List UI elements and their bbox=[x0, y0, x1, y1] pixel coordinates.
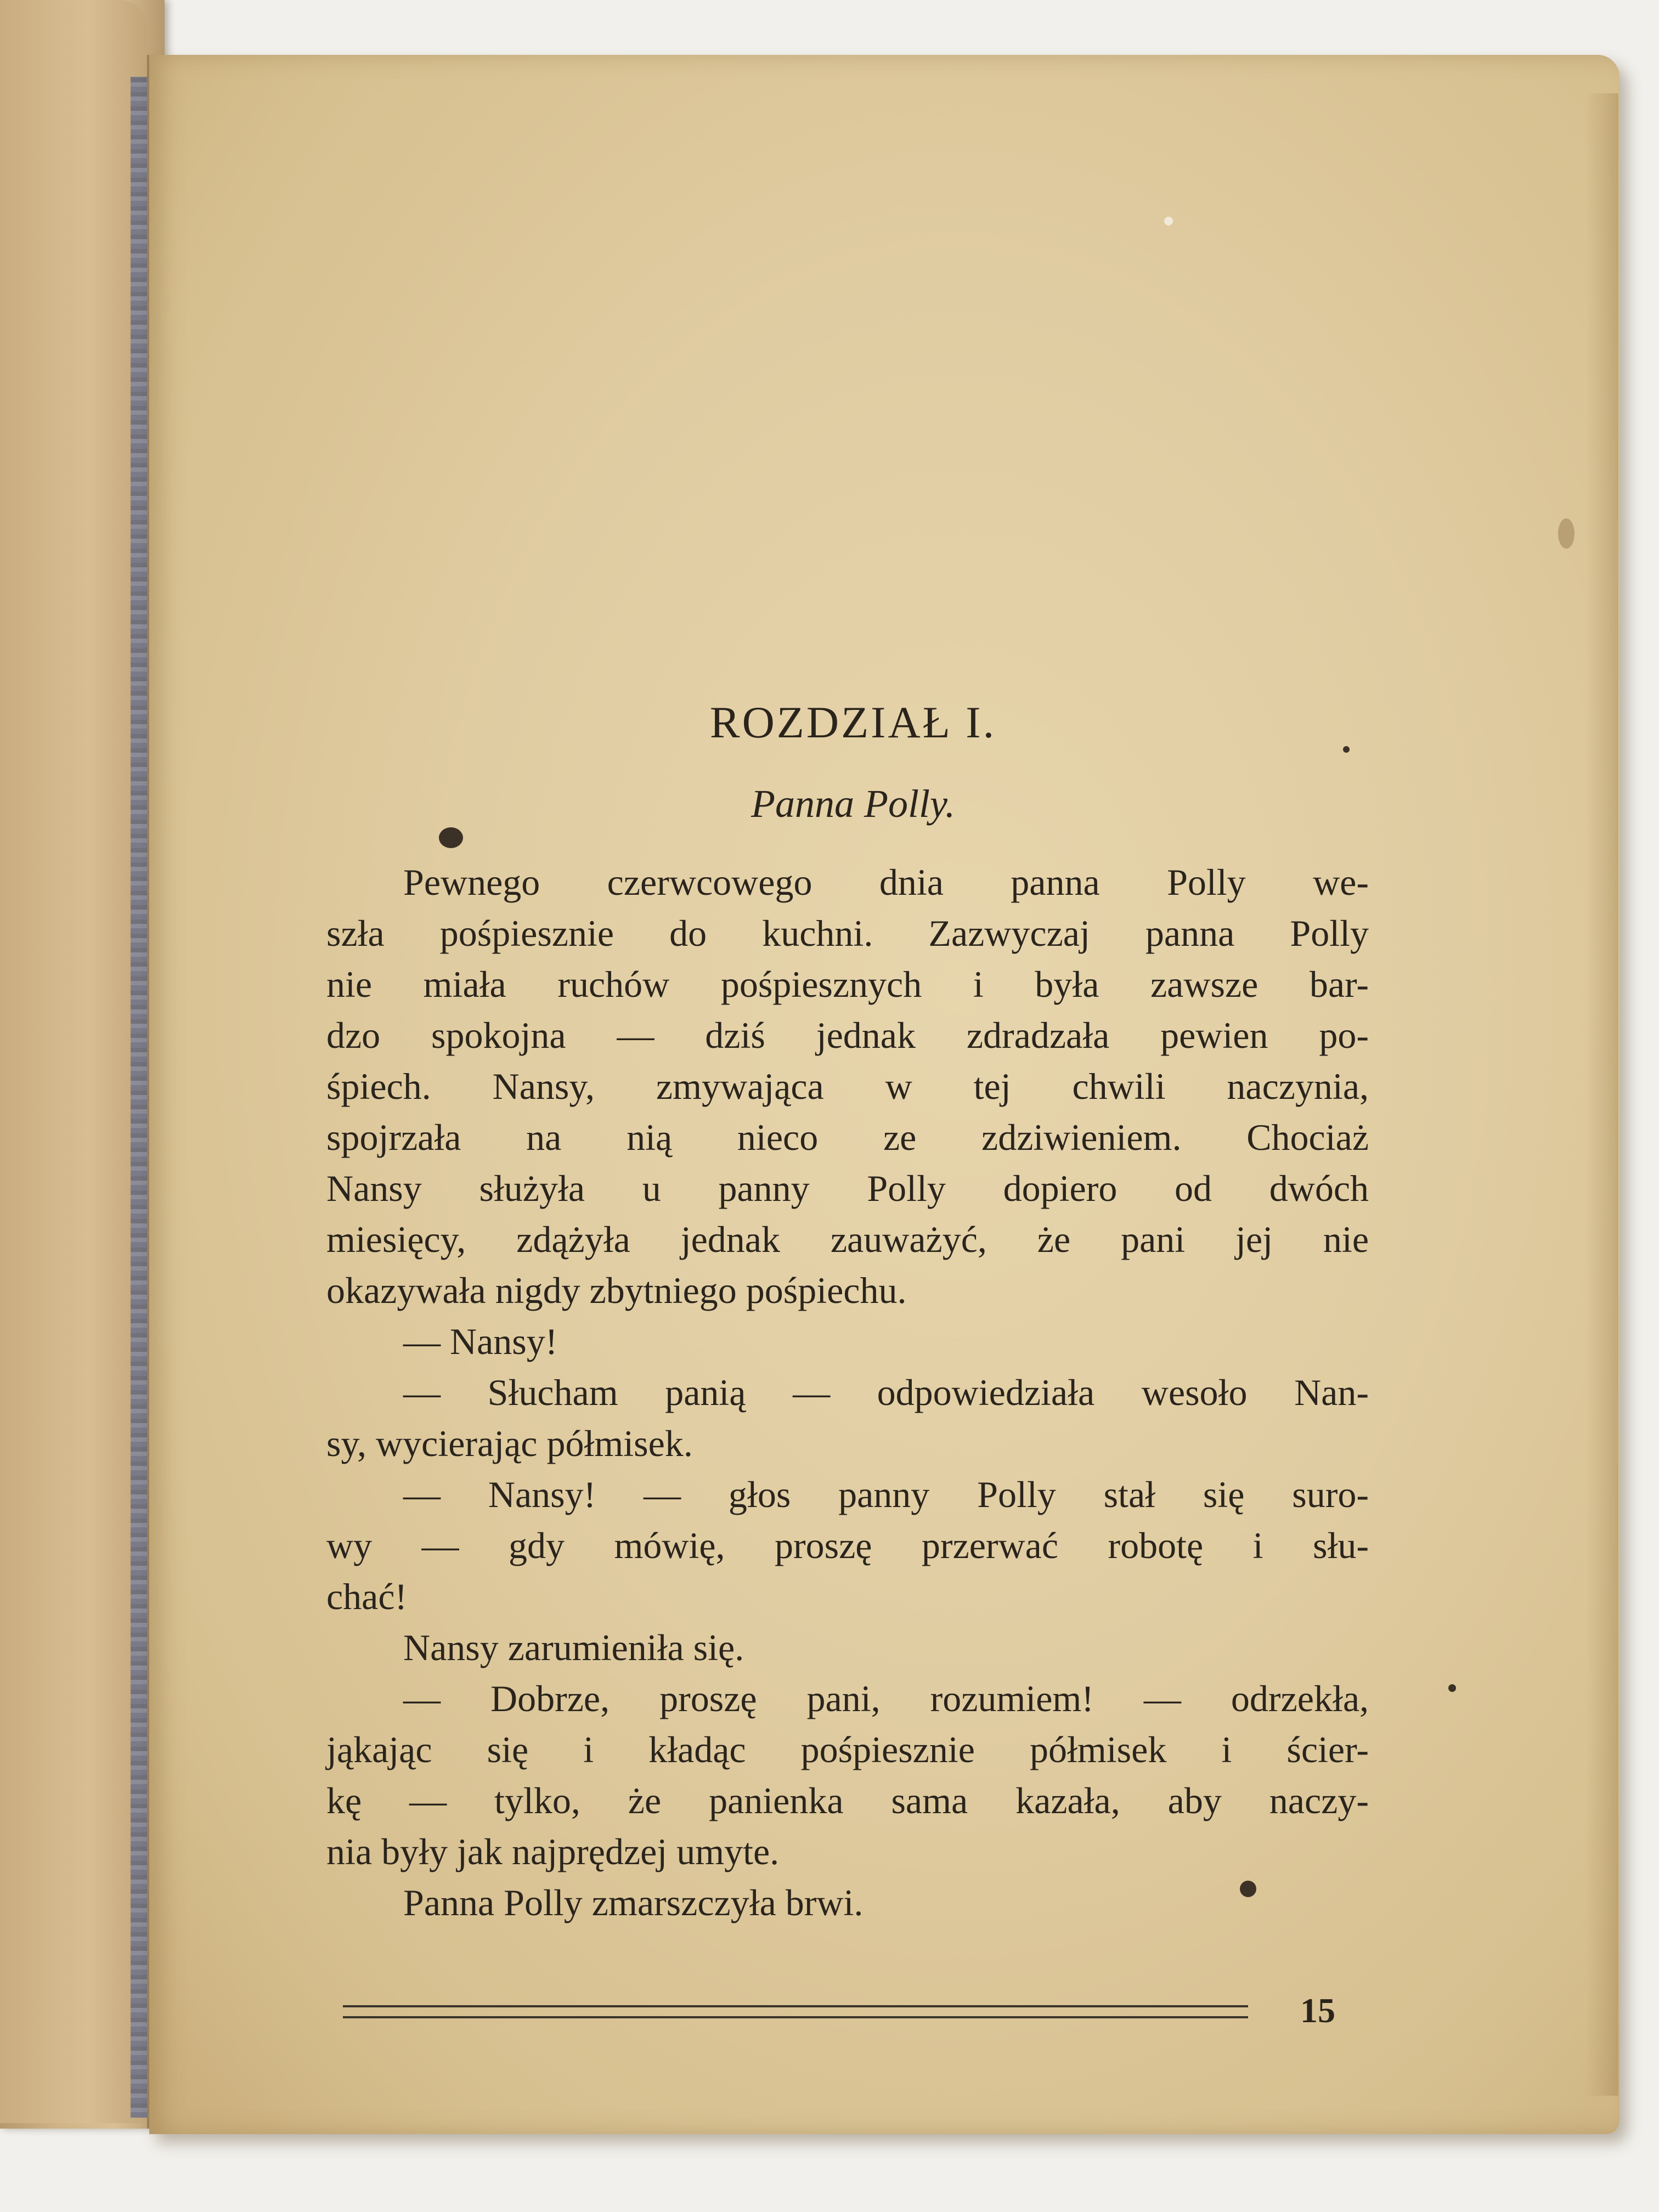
text-line: jąkając się i kładąc pośpiesznie półmisek i ścier- bbox=[326, 1729, 1369, 1770]
book-left-page-edge bbox=[0, 0, 147, 2123]
text-line: — Słucham panią — odpowiedziała wesoło Nan- bbox=[403, 1372, 1369, 1413]
text-line: okazywała nigdy zbytniego pośpiechu. bbox=[326, 1269, 907, 1311]
text-line: śpiech. Nansy, zmywająca w tej chwili naczynia, bbox=[326, 1065, 1369, 1107]
chapter-subtitle: Panna Polly. bbox=[751, 782, 955, 826]
text-line: nie miała ruchów pośpiesznych i była zawsze bar- bbox=[326, 963, 1369, 1005]
text-line: — Nansy! — głos panny Polly stał się suro- bbox=[403, 1474, 1369, 1515]
text-line: miesięcy, zdążyła jednak zauważyć, że pani jej nie bbox=[326, 1218, 1369, 1260]
text-line: sy, wycierając półmisek. bbox=[326, 1423, 693, 1464]
page-number: 15 bbox=[1300, 1991, 1335, 2030]
text-line: — Nansy! bbox=[403, 1321, 558, 1362]
text-line: Panna Polly zmarszczyła brwi. bbox=[403, 1882, 864, 1923]
chapter-text-block bbox=[326, 697, 1369, 1928]
text-line: spojrzała na nią nieco ze zdziwieniem. Chociaż bbox=[326, 1116, 1369, 1158]
text-line: kę — tylko, że panienka sama kazała, aby naczy- bbox=[326, 1780, 1369, 1821]
text-line: dzo spokojna — dziś jednak zdradzała pewien po- bbox=[326, 1014, 1369, 1056]
paper-stain bbox=[1164, 217, 1173, 225]
chapter-title: ROZDZIAŁ I. bbox=[709, 697, 997, 747]
ink-speck bbox=[1448, 1684, 1456, 1692]
text-line: szła pośpiesznie do kuchni. Zazwyczaj panna Polly bbox=[326, 912, 1369, 954]
page-edge-shadow bbox=[1585, 93, 1618, 2096]
text-line: — Dobrze, proszę pani, rozumiem! — odrzekła, bbox=[403, 1678, 1369, 1719]
text-line: Nansy służyła u panny Polly dopiero od dwóch bbox=[326, 1167, 1369, 1209]
text-line: nia były jak najprędzej umyte. bbox=[326, 1831, 780, 1872]
text-line: chać! bbox=[326, 1576, 408, 1617]
paper-stain bbox=[1558, 518, 1575, 549]
text-line: Pewnego czerwcowego dnia panna Polly we- bbox=[403, 861, 1369, 903]
text-line: wy — gdy mówię, proszę przerwać robotę i słu- bbox=[326, 1525, 1369, 1566]
text-line: Nansy zarumieniła się. bbox=[403, 1627, 744, 1668]
footer-double-rule bbox=[343, 2005, 1248, 2018]
